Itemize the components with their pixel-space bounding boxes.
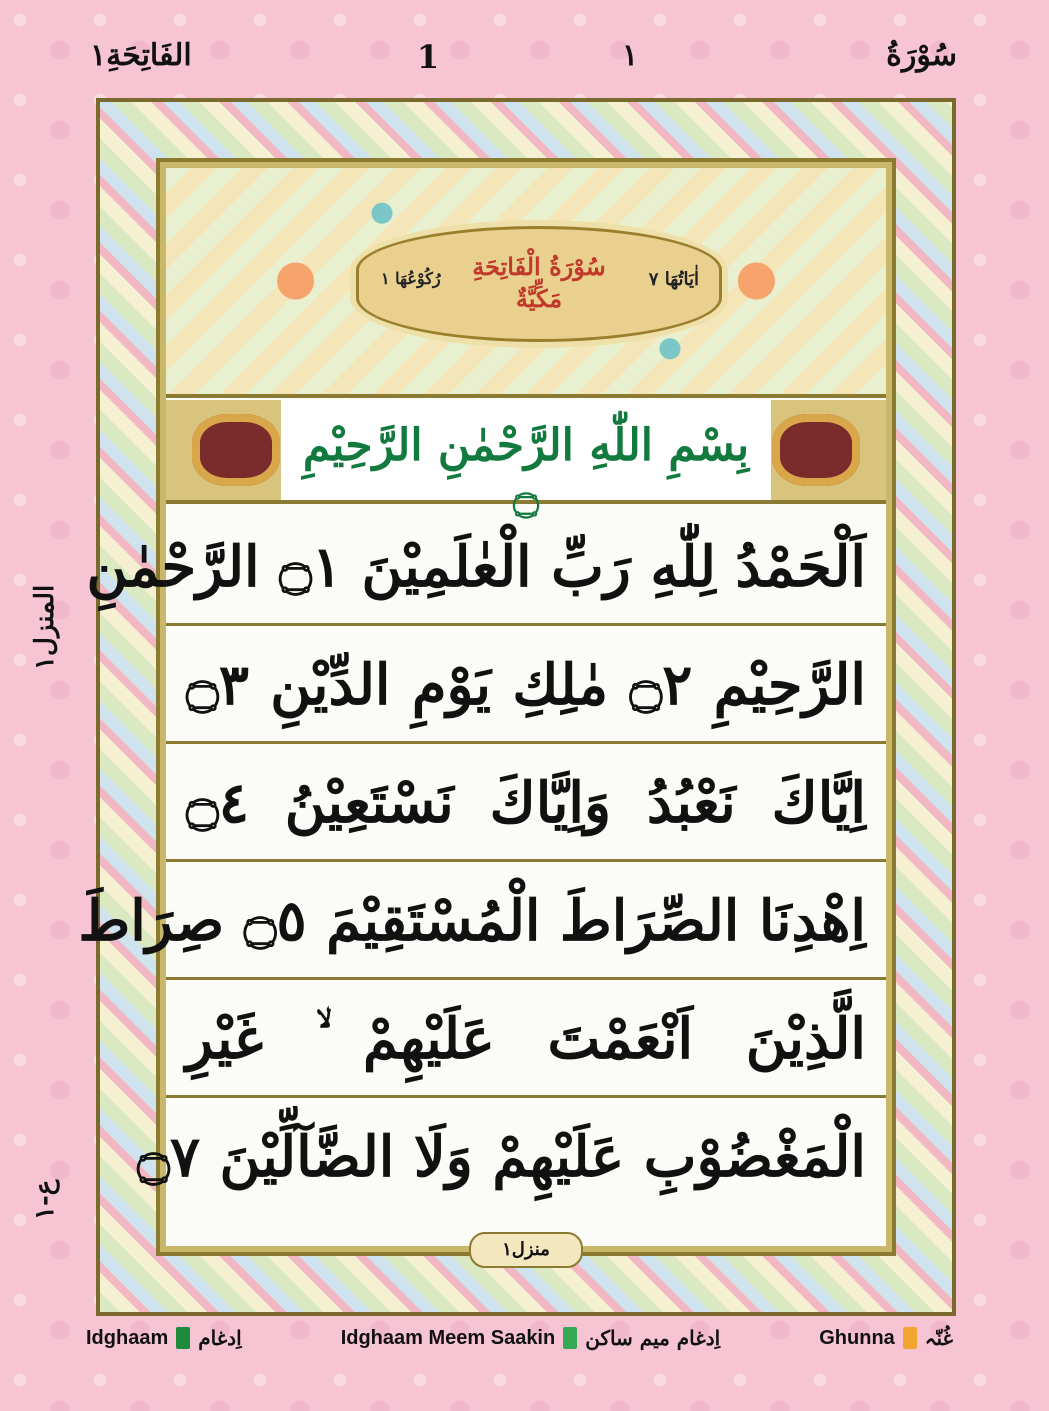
verse-line: اِيَّاكَ نَعْبُدُ وَاِيَّاكَ نَسْتَعِيْنُ ۝٤ — [166, 744, 886, 862]
verse-line: الرَّحِيْمِ ۝٢ مٰلِكِ يَوْمِ الدِّيْنِ ۝٣ — [166, 626, 886, 744]
manzil-side-label: المنزل١ — [30, 584, 60, 670]
verse-line: الْمَغْضُوْبِ عَلَيْهِمْ وَلَا الضَّآلِّيْنَ ۝٧ — [137, 1124, 866, 1190]
legend-label-en: Idghaam Meem Saakin — [340, 1326, 556, 1349]
color-swatch-icon — [176, 1327, 190, 1349]
color-swatch-icon — [563, 1327, 577, 1349]
legend-label-ar: غُنّہ — [924, 1326, 953, 1350]
legend-label-en: Ghunna — [819, 1326, 895, 1349]
verse-line: الَّذِيْنَ اَنْعَمْتَ عَلَيْهِمْ ۙ غَيْرِ — [166, 980, 886, 1098]
legend-label-ar: اِدغام میم ساکن — [585, 1326, 721, 1350]
surah-banner — [166, 168, 886, 398]
right-ornament-icon — [772, 414, 860, 486]
bismillah-text: بِسْمِ اللّٰهِ الرَّحْمٰنِ الرَّحِيْمِ ۝ — [302, 420, 750, 522]
surah-title-line2: مَكِّيَّةٌ — [515, 284, 563, 313]
page-number-arabic: ١ — [621, 38, 639, 73]
manzil-tag: منزل١ — [469, 1232, 583, 1268]
surah-title-plaque — [356, 226, 722, 342]
ruku-side-label: ع-١ — [30, 1179, 60, 1220]
surah-label: سُوْرَةُ — [886, 38, 957, 73]
bismillah-bar — [166, 400, 886, 522]
ruku-count: رُكُوْعُهَا ١ — [381, 269, 441, 288]
verse-line: اَلْحَمْدُ لِلّٰهِ رَبِّ الْعٰلَمِيْنَ ۝١ الرَّحْمٰنِ — [166, 508, 886, 626]
text-panel — [78, 158, 896, 1260]
surah-title-line1: سُوْرَةُ الْفَاتِحَةِ — [472, 252, 606, 281]
page-frame — [78, 98, 956, 1316]
tajweed-legend — [86, 1318, 953, 1358]
surah-name-header: الفَاتِحَةِ١ — [90, 38, 192, 73]
legend-item-idghaam — [86, 1326, 242, 1350]
surah-title — [439, 251, 639, 315]
legend-item-ghunna — [819, 1326, 953, 1350]
legend-label-en: Idghaam — [86, 1326, 169, 1349]
ayat-count: اٰيَاتُهَا ٧ — [648, 269, 699, 290]
page-number: 1 — [416, 38, 440, 76]
legend-item-idghaam-meem-saakin — [341, 1326, 721, 1350]
verse-lines — [78, 508, 886, 1212]
legend-label-ar: اِدغام — [198, 1326, 242, 1350]
color-swatch-icon — [903, 1327, 917, 1349]
left-ornament-icon — [192, 414, 280, 486]
verse-line: اِهْدِنَا الصِّرَاطَ الْمُسْتَقِيْمَ ۝٥ صِرَاطَ — [166, 862, 886, 980]
